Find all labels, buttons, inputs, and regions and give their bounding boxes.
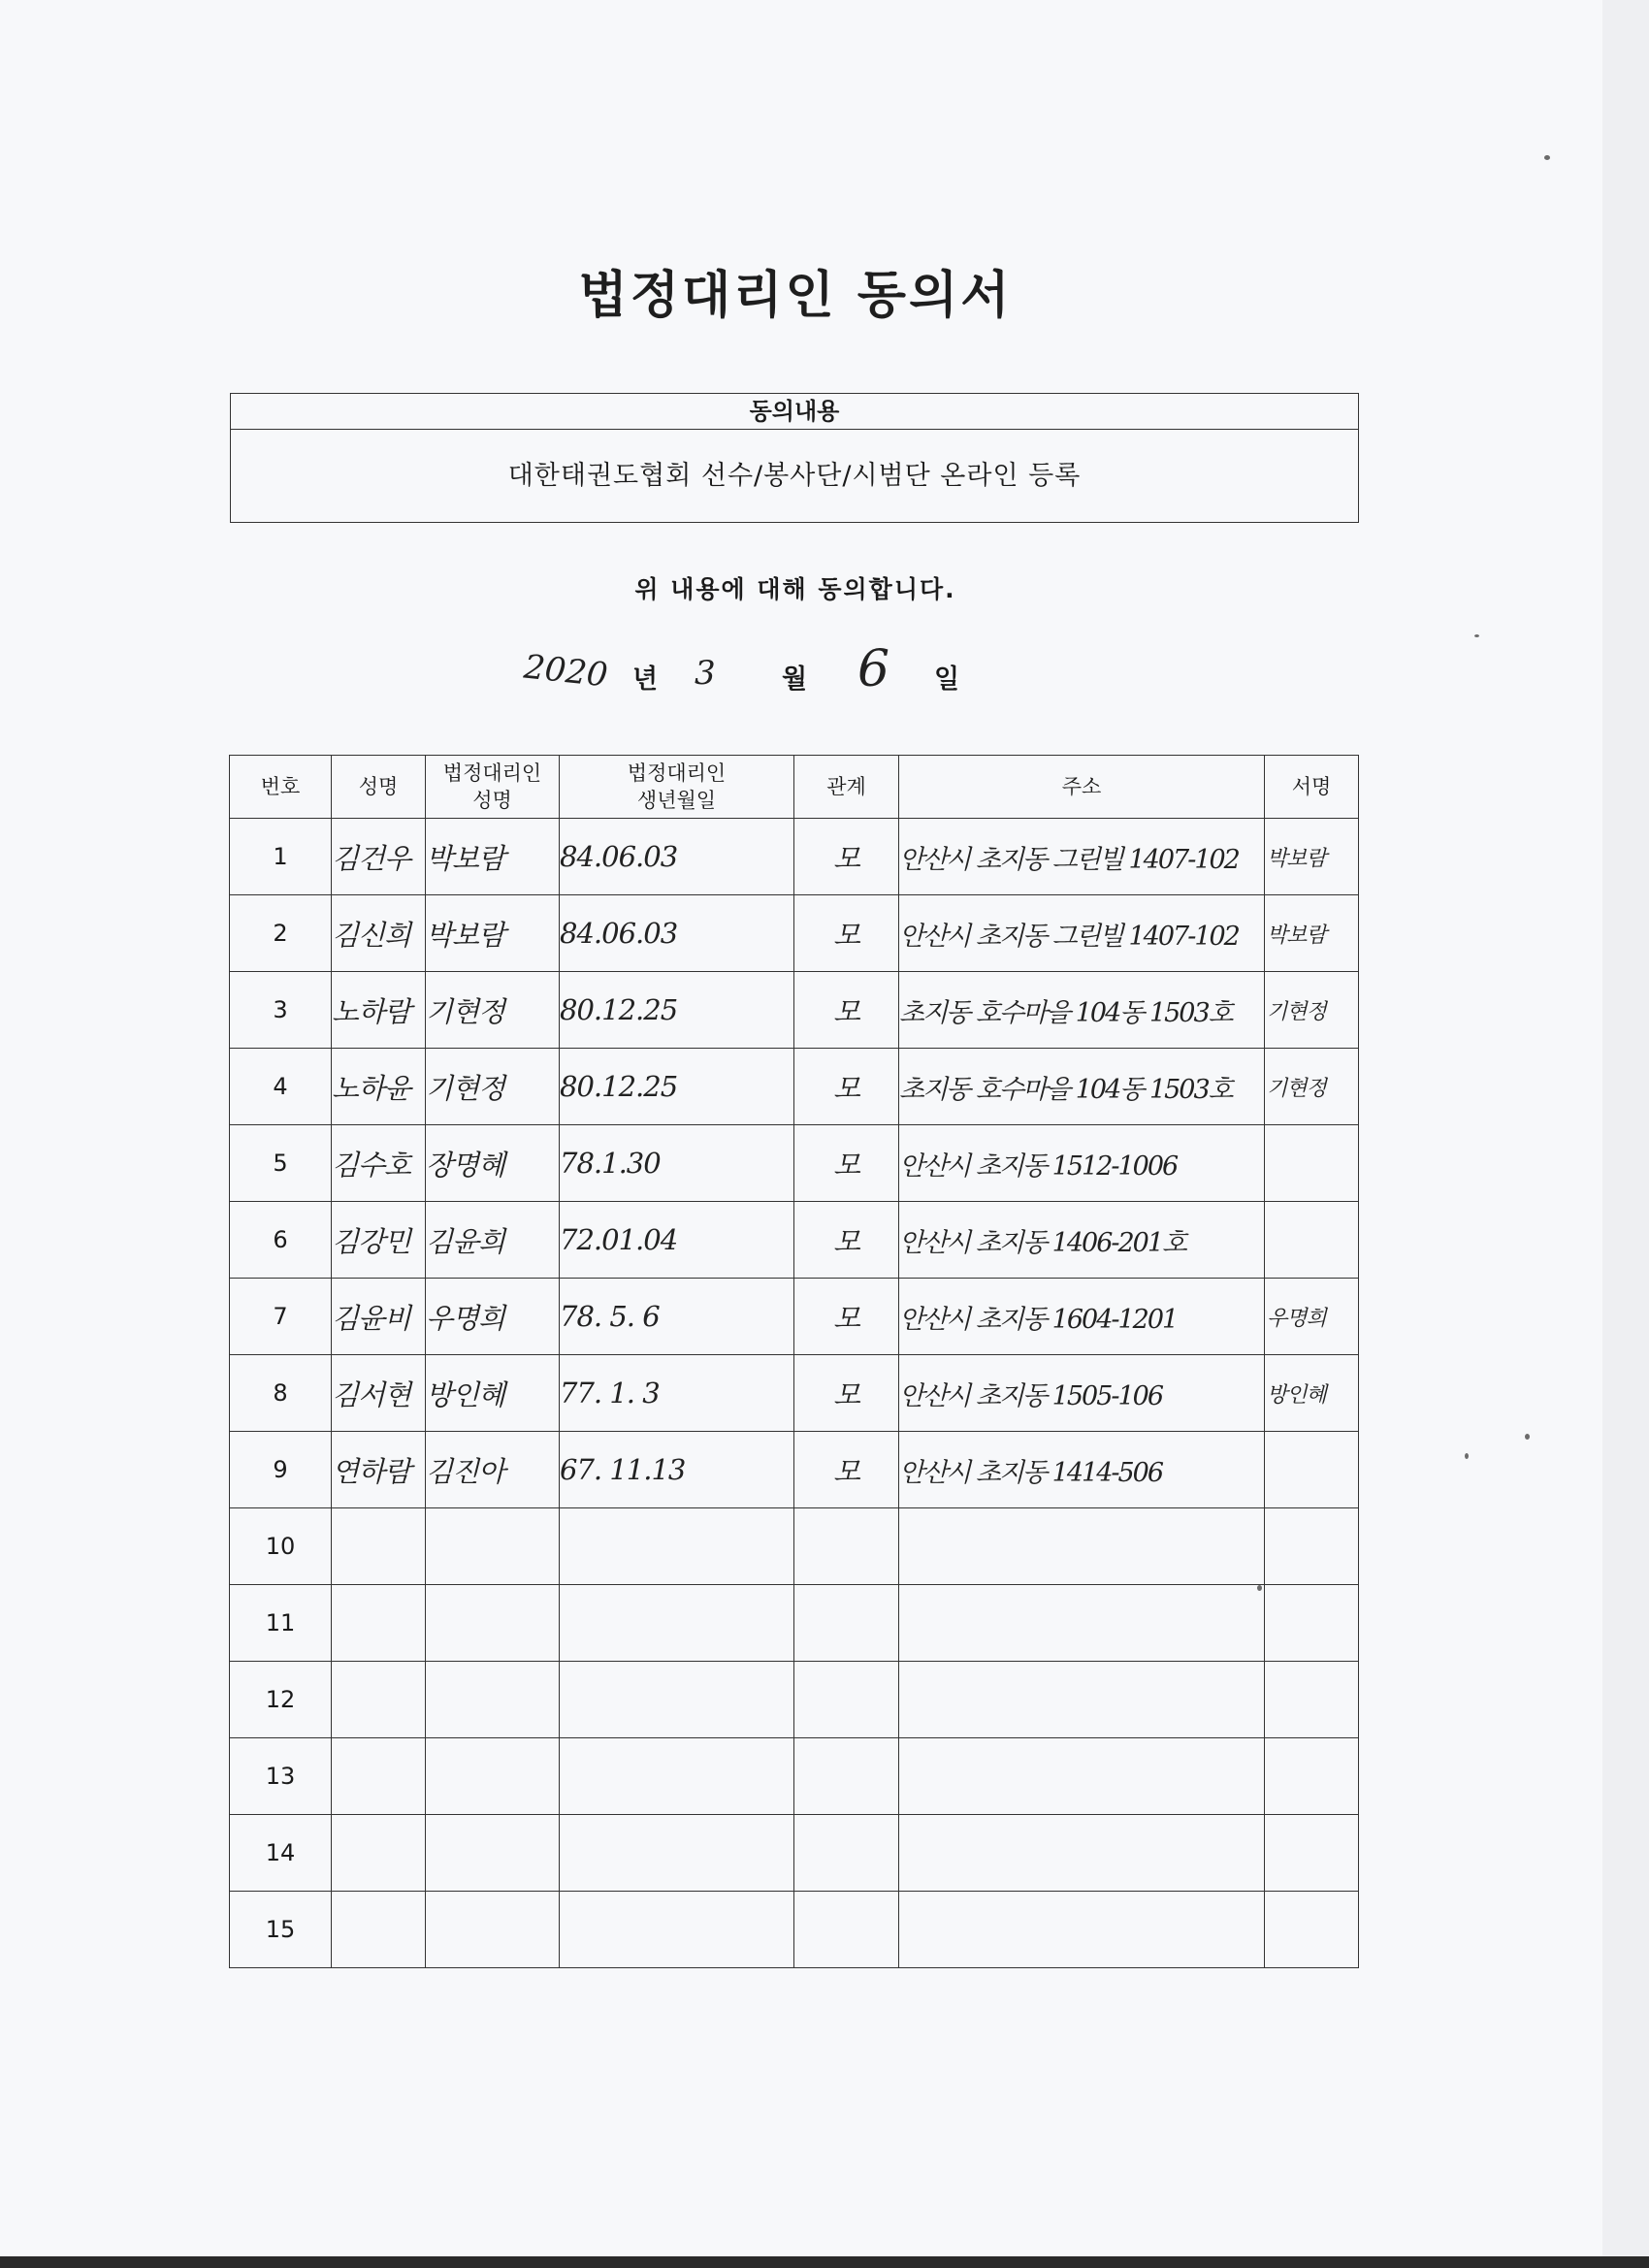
row-signature bbox=[1265, 1892, 1359, 1968]
row-name: 노하윤 bbox=[332, 1049, 426, 1125]
row-signature: 방인혜 bbox=[1265, 1355, 1359, 1432]
row-relation bbox=[794, 1738, 899, 1815]
row-number: 9 bbox=[230, 1432, 332, 1508]
row-relation bbox=[794, 1662, 899, 1738]
scan-bottom-band bbox=[0, 2256, 1649, 2268]
row-number: 7 bbox=[230, 1279, 332, 1355]
row-address bbox=[899, 1892, 1265, 1968]
row-guardian-birth: 84.06.03 bbox=[560, 895, 794, 972]
row-signature bbox=[1265, 1432, 1359, 1508]
row-guardian-birth bbox=[560, 1508, 794, 1585]
row-address bbox=[899, 1738, 1265, 1815]
row-number: 11 bbox=[230, 1585, 332, 1662]
date-day: 6 bbox=[857, 640, 890, 698]
row-name bbox=[332, 1738, 426, 1815]
row-guardian-name bbox=[426, 1738, 560, 1815]
row-address: 안산시 초지동 그린빌 1407-102 bbox=[899, 819, 1265, 895]
row-signature: 우명희 bbox=[1265, 1279, 1359, 1355]
table-row bbox=[230, 1279, 1359, 1355]
row-guardian-birth: 77. 1. 3 bbox=[560, 1355, 794, 1432]
row-relation: 모 bbox=[794, 1125, 899, 1202]
header-guardian-birth-line2: 생년월일 bbox=[636, 789, 717, 812]
date-line bbox=[0, 640, 1649, 702]
consent-content-body: 대한태권도협회 선수/봉사단/시범단 온라인 등록 bbox=[507, 461, 1082, 491]
row-guardian-name: 김윤희 bbox=[426, 1202, 560, 1279]
header-number: 번호 bbox=[230, 756, 332, 819]
scan-speck bbox=[1525, 1434, 1530, 1440]
date-month: 3 bbox=[695, 654, 716, 693]
row-guardian-birth bbox=[560, 1662, 794, 1738]
header-name: 성명 bbox=[332, 756, 426, 819]
table-row bbox=[230, 1049, 1359, 1125]
table-row bbox=[230, 1202, 1359, 1279]
row-guardian-name: 박보람 bbox=[426, 895, 560, 972]
consent-content-box bbox=[230, 393, 1359, 523]
row-guardian-name: 우명희 bbox=[426, 1279, 560, 1355]
row-guardian-birth: 80.12.25 bbox=[560, 1049, 794, 1125]
table-row bbox=[230, 1508, 1359, 1585]
row-relation bbox=[794, 1508, 899, 1585]
agree-statement: 위 내용에 대해 동의합니다. bbox=[634, 575, 956, 603]
row-address: 안산시 초지동 1512-1006 bbox=[899, 1125, 1265, 1202]
row-signature bbox=[1265, 1125, 1359, 1202]
row-name bbox=[332, 1585, 426, 1662]
row-number: 3 bbox=[230, 972, 332, 1049]
row-number: 13 bbox=[230, 1738, 332, 1815]
row-signature bbox=[1265, 1202, 1359, 1279]
table-row bbox=[230, 972, 1359, 1049]
table-row bbox=[230, 1815, 1359, 1892]
header-guardian-name-line2: 성명 bbox=[472, 789, 512, 812]
table-row bbox=[230, 1125, 1359, 1202]
table-row bbox=[230, 1662, 1359, 1738]
document-title: 법정대리인 동의서 bbox=[578, 267, 1013, 325]
row-relation bbox=[794, 1892, 899, 1968]
row-guardian-name: 기현정 bbox=[426, 1049, 560, 1125]
row-address bbox=[899, 1662, 1265, 1738]
row-guardian-name: 김진아 bbox=[426, 1432, 560, 1508]
row-guardian-name bbox=[426, 1892, 560, 1968]
row-signature bbox=[1265, 1738, 1359, 1815]
table-row bbox=[230, 1432, 1359, 1508]
header-guardian-name-line1: 법정대리인 bbox=[442, 761, 542, 785]
row-address: 안산시 초지동 그린빌 1407-102 bbox=[899, 895, 1265, 972]
row-address bbox=[899, 1585, 1265, 1662]
table-row bbox=[230, 1585, 1359, 1662]
row-number: 15 bbox=[230, 1892, 332, 1968]
row-address bbox=[899, 1508, 1265, 1585]
row-guardian-birth: 80.12.25 bbox=[560, 972, 794, 1049]
row-signature bbox=[1265, 1815, 1359, 1892]
row-address: 초지동 호수마을 104동 1503호 bbox=[899, 972, 1265, 1049]
scan-page-edge bbox=[1602, 0, 1649, 2268]
row-guardian-name: 박보람 bbox=[426, 819, 560, 895]
row-guardian-name bbox=[426, 1585, 560, 1662]
row-address: 안산시 초지동 1414-506 bbox=[899, 1432, 1265, 1508]
row-guardian-birth: 67. 11.13 bbox=[560, 1432, 794, 1508]
row-signature: 기현정 bbox=[1265, 972, 1359, 1049]
row-name: 김윤비 bbox=[332, 1279, 426, 1355]
row-name: 김건우 bbox=[332, 819, 426, 895]
row-name bbox=[332, 1662, 426, 1738]
row-number: 5 bbox=[230, 1125, 332, 1202]
header-relation: 관계 bbox=[794, 756, 899, 819]
row-guardian-birth: 84.06.03 bbox=[560, 819, 794, 895]
row-relation: 모 bbox=[794, 1202, 899, 1279]
consent-content-header: 동의내용 bbox=[231, 394, 1358, 430]
scan-speck bbox=[1474, 634, 1479, 637]
row-signature: 박보람 bbox=[1265, 819, 1359, 895]
header-guardian-name bbox=[426, 756, 560, 819]
row-guardian-birth bbox=[560, 1585, 794, 1662]
date-year: 2020 bbox=[522, 647, 610, 696]
row-guardian-name bbox=[426, 1508, 560, 1585]
row-address bbox=[899, 1815, 1265, 1892]
row-signature bbox=[1265, 1662, 1359, 1738]
row-guardian-birth bbox=[560, 1815, 794, 1892]
row-number: 14 bbox=[230, 1815, 332, 1892]
row-relation: 모 bbox=[794, 972, 899, 1049]
row-name: 노하람 bbox=[332, 972, 426, 1049]
date-month-label: 월 bbox=[782, 664, 808, 695]
row-name bbox=[332, 1892, 426, 1968]
table-header-row bbox=[230, 756, 1359, 819]
row-signature: 박보람 bbox=[1265, 895, 1359, 972]
row-guardian-name bbox=[426, 1815, 560, 1892]
table-row bbox=[230, 895, 1359, 972]
row-number: 12 bbox=[230, 1662, 332, 1738]
row-name bbox=[332, 1508, 426, 1585]
row-name: 김수호 bbox=[332, 1125, 426, 1202]
row-relation bbox=[794, 1585, 899, 1662]
row-name bbox=[332, 1815, 426, 1892]
row-relation bbox=[794, 1815, 899, 1892]
row-signature bbox=[1265, 1508, 1359, 1585]
row-number: 10 bbox=[230, 1508, 332, 1585]
row-address: 안산시 초지동 1505-106 bbox=[899, 1355, 1265, 1432]
row-name: 연하람 bbox=[332, 1432, 426, 1508]
table-row bbox=[230, 1892, 1359, 1968]
date-year-label: 년 bbox=[632, 664, 659, 695]
header-guardian-birth bbox=[560, 756, 794, 819]
table-row bbox=[230, 819, 1359, 895]
table-row bbox=[230, 1355, 1359, 1432]
row-relation: 모 bbox=[794, 1049, 899, 1125]
row-signature: 기현정 bbox=[1265, 1049, 1359, 1125]
row-name: 김강민 bbox=[332, 1202, 426, 1279]
row-relation: 모 bbox=[794, 1279, 899, 1355]
row-guardian-birth: 78.1.30 bbox=[560, 1125, 794, 1202]
row-guardian-name: 기현정 bbox=[426, 972, 560, 1049]
row-name: 김서현 bbox=[332, 1355, 426, 1432]
row-name: 김신희 bbox=[332, 895, 426, 972]
date-day-label: 일 bbox=[934, 664, 960, 695]
row-address: 초지동 호수마을 104동 1503호 bbox=[899, 1049, 1265, 1125]
table-row bbox=[230, 1738, 1359, 1815]
row-address: 안산시 초지동 1604-1201 bbox=[899, 1279, 1265, 1355]
registration-table bbox=[229, 755, 1359, 1968]
scan-speck bbox=[1544, 155, 1550, 160]
header-guardian-birth-line1: 법정대리인 bbox=[627, 761, 727, 785]
row-guardian-birth bbox=[560, 1738, 794, 1815]
header-address: 주소 bbox=[899, 756, 1265, 819]
row-guardian-name: 장명혜 bbox=[426, 1125, 560, 1202]
row-number: 4 bbox=[230, 1049, 332, 1125]
header-signature: 서명 bbox=[1265, 756, 1359, 819]
row-number: 8 bbox=[230, 1355, 332, 1432]
row-relation: 모 bbox=[794, 1355, 899, 1432]
scan-speck bbox=[1465, 1453, 1469, 1459]
row-guardian-birth: 78. 5. 6 bbox=[560, 1279, 794, 1355]
row-number: 1 bbox=[230, 819, 332, 895]
row-relation: 모 bbox=[794, 819, 899, 895]
row-guardian-name bbox=[426, 1662, 560, 1738]
row-number: 2 bbox=[230, 895, 332, 972]
row-number: 6 bbox=[230, 1202, 332, 1279]
row-relation: 모 bbox=[794, 895, 899, 972]
row-address: 안산시 초지동 1406-201호 bbox=[899, 1202, 1265, 1279]
row-guardian-birth bbox=[560, 1892, 794, 1968]
row-guardian-name: 방인혜 bbox=[426, 1355, 560, 1432]
row-signature bbox=[1265, 1585, 1359, 1662]
row-guardian-birth: 72.01.04 bbox=[560, 1202, 794, 1279]
row-relation: 모 bbox=[794, 1432, 899, 1508]
